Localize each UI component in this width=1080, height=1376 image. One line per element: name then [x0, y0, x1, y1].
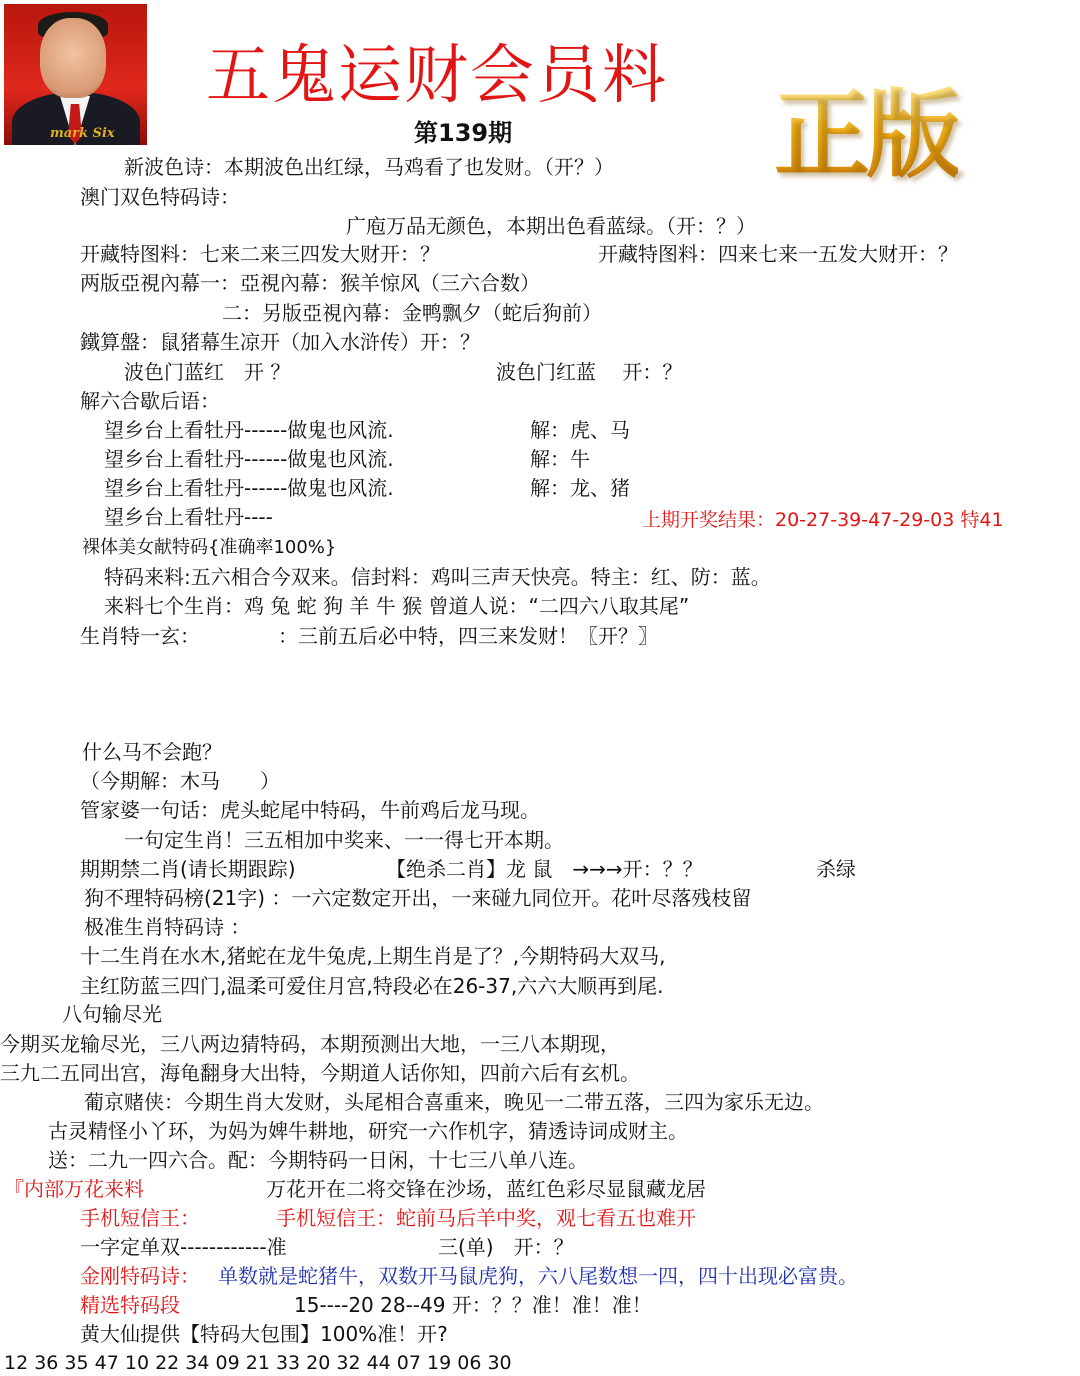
line-casino-hero: 葡京赌侠：今期生肖大发财，头尾相合喜重来，晚见一二带五落，三四为家乐无边。: [84, 1090, 824, 1114]
line-number-pool: 12 36 35 47 10 22 34 09 21 33 20 32 44 07 19 06 30: [4, 1352, 512, 1374]
line-one-phrase-zodiac: 一句定生肖！三五相加中奖来、一一得七开本期。: [124, 828, 564, 852]
line-gift-match: 送：二九一四六合。配：今期特码一日闲，十七三八单八连。: [48, 1148, 588, 1172]
line-last-draw-result: 上期开奖结果：20-27-39-47-29-03 特41: [642, 509, 1004, 531]
line-eight-lines-2: 三九二五同出宫，海龟翻身大出特，今期道人话你知，四前六后有玄机。: [0, 1061, 640, 1085]
line-riddle-2-answer: 解：牛: [530, 447, 590, 471]
line-new-wave-poem: 新波色诗：本期波色出红绿，马鸡看了也发财。（开？）: [124, 155, 614, 179]
photo-signature: mark Six: [50, 126, 115, 141]
line-riddle-4: 望乡台上看牡丹----: [104, 505, 273, 529]
line-riddle-2: 望乡台上看牡丹------做鬼也风流.: [104, 447, 394, 471]
line-internal-source-label: 『内部万花来料: [4, 1177, 144, 1201]
line-zodiac-mystery-label: 生肖特一玄：: [80, 624, 200, 648]
line-riddle-3: 望乡台上看牡丹------做鬼也风流.: [104, 476, 394, 500]
line-internal-source: 万花开在二将交锋在沙场，蓝红色彩尽显鼠藏龙居: [266, 1177, 706, 1201]
line-special-code-title: 裸体美女献特码{准确率100%}: [82, 537, 337, 558]
line-atv-insider-1: 两版亞視內幕一：亞視內幕：猴羊惊风（三六合数）: [80, 271, 540, 295]
line-riddle-1: 望乡台上看牡丹------做鬼也风流.: [104, 418, 394, 442]
line-seven-zodiacs: 来料七个生肖：鸡 兔 蛇 狗 羊 牛 猴 曾道人说：“二四六八取其尾”: [104, 594, 690, 618]
line-housekeeper-saying: 管家婆一句话：虎头蛇尾中特码，牛前鸡后龙马现。: [80, 798, 540, 822]
line-selected-range: 15----20 28--49 开：？？准！准！准！: [294, 1293, 652, 1317]
line-banned-zodiac: 【绝杀二肖】龙 鼠 →→→开：？？: [386, 857, 703, 881]
line-wave-gate-1: 波色门蓝红 开 ？: [124, 360, 291, 384]
line-atv-insider-2: 二：另版亞視內幕：金鸭飘夕（蛇后狗前）: [222, 301, 602, 325]
line-maid-poem: 古灵精怪小丫环，为妈为婢牛耕地，研究一六作机字，猜透诗词成财主。: [48, 1119, 688, 1143]
line-wong-tai-sin: 黄大仙提供【特码大包围】100%准！开?: [80, 1322, 448, 1346]
line-hidden-chart-1: 开藏特图料：七来二来三四发大财开：？: [80, 242, 440, 266]
line-macau-poem-label: 澳门双色特码诗：: [80, 185, 240, 209]
line-odd-even-label: 一字定单双------------准: [80, 1235, 287, 1259]
line-vajra-poem-label: 金刚特码诗：: [80, 1264, 200, 1288]
line-banned-zodiac-label: 期期禁二肖(请长期跟踪): [80, 857, 296, 881]
line-horse-riddle: 什么马不会跑？: [82, 740, 222, 764]
line-wave-gate-2: 波色门红蓝 开：？: [496, 360, 683, 384]
line-macau-poem: 广庖万品无颜色，本期出色看蓝绿。（开：？）: [346, 214, 756, 238]
line-zodiac-mystery: ：三前五后必中特，四三来发财！〖开？〗: [278, 624, 658, 648]
line-riddle-label: 解六合歇后语：: [80, 389, 220, 413]
line-eight-lines-1: 今期买龙输尽光，三八两边猜特码，本期预测出大地，一三八本期现，: [0, 1032, 620, 1056]
line-eight-lines-label: 八句输尽光: [62, 1002, 162, 1026]
portrait-photo: [4, 4, 147, 145]
line-riddle-1-answer: 解：虎、马: [530, 418, 630, 442]
line-accurate-poem-label: 极准生肖特码诗 ：: [84, 915, 251, 939]
line-hidden-chart-2: 开藏特图料：四来七来一五发大财开：？: [598, 242, 958, 266]
line-horse-answer: （今期解：木马 ）: [80, 769, 280, 793]
line-vajra-poem: 单数就是蛇猪牛，双数开马鼠虎狗，六八尾数想一四，四十出现必富贵。: [218, 1264, 858, 1288]
line-odd-even: 三(单) 开：？: [438, 1235, 574, 1259]
authentic-stamp: 正版: [774, 76, 958, 194]
line-sms-king: 手机短信王：蛇前马后羊中奖，观七看五也难开: [276, 1206, 696, 1230]
line-goubuli-list: 狗不理特码榜(21字) ：一六定数定开出，一来碰九同位开。花叶尽落残枝留: [84, 886, 752, 910]
issue-number: 第139期: [414, 119, 513, 147]
line-kill-green: 杀绿: [816, 857, 856, 881]
line-riddle-3-answer: 解：龙、猪: [530, 476, 630, 500]
line-sms-king-label: 手机短信王：: [80, 1206, 200, 1230]
line-accurate-poem-1: 十二生肖在水木,猪蛇在龙牛兔虎,上期生肖是了？,今期特码大双马,: [80, 944, 666, 968]
line-accurate-poem-2: 主红防蓝三四门,温柔可爱住月宫,特段必在26-37,六六大顺再到尾.: [80, 974, 664, 998]
page-title: 五鬼运财会员料: [206, 39, 668, 113]
line-iron-abacus: 鐵算盤：鼠猪幕生凉开（加入水浒传）开：？: [80, 330, 480, 354]
line-selected-range-label: 精选特码段: [80, 1293, 180, 1317]
line-special-code-source: 特码来料:五六相合今双来。信封料：鸡叫三声天快亮。特主：红、防：蓝。: [104, 565, 771, 589]
